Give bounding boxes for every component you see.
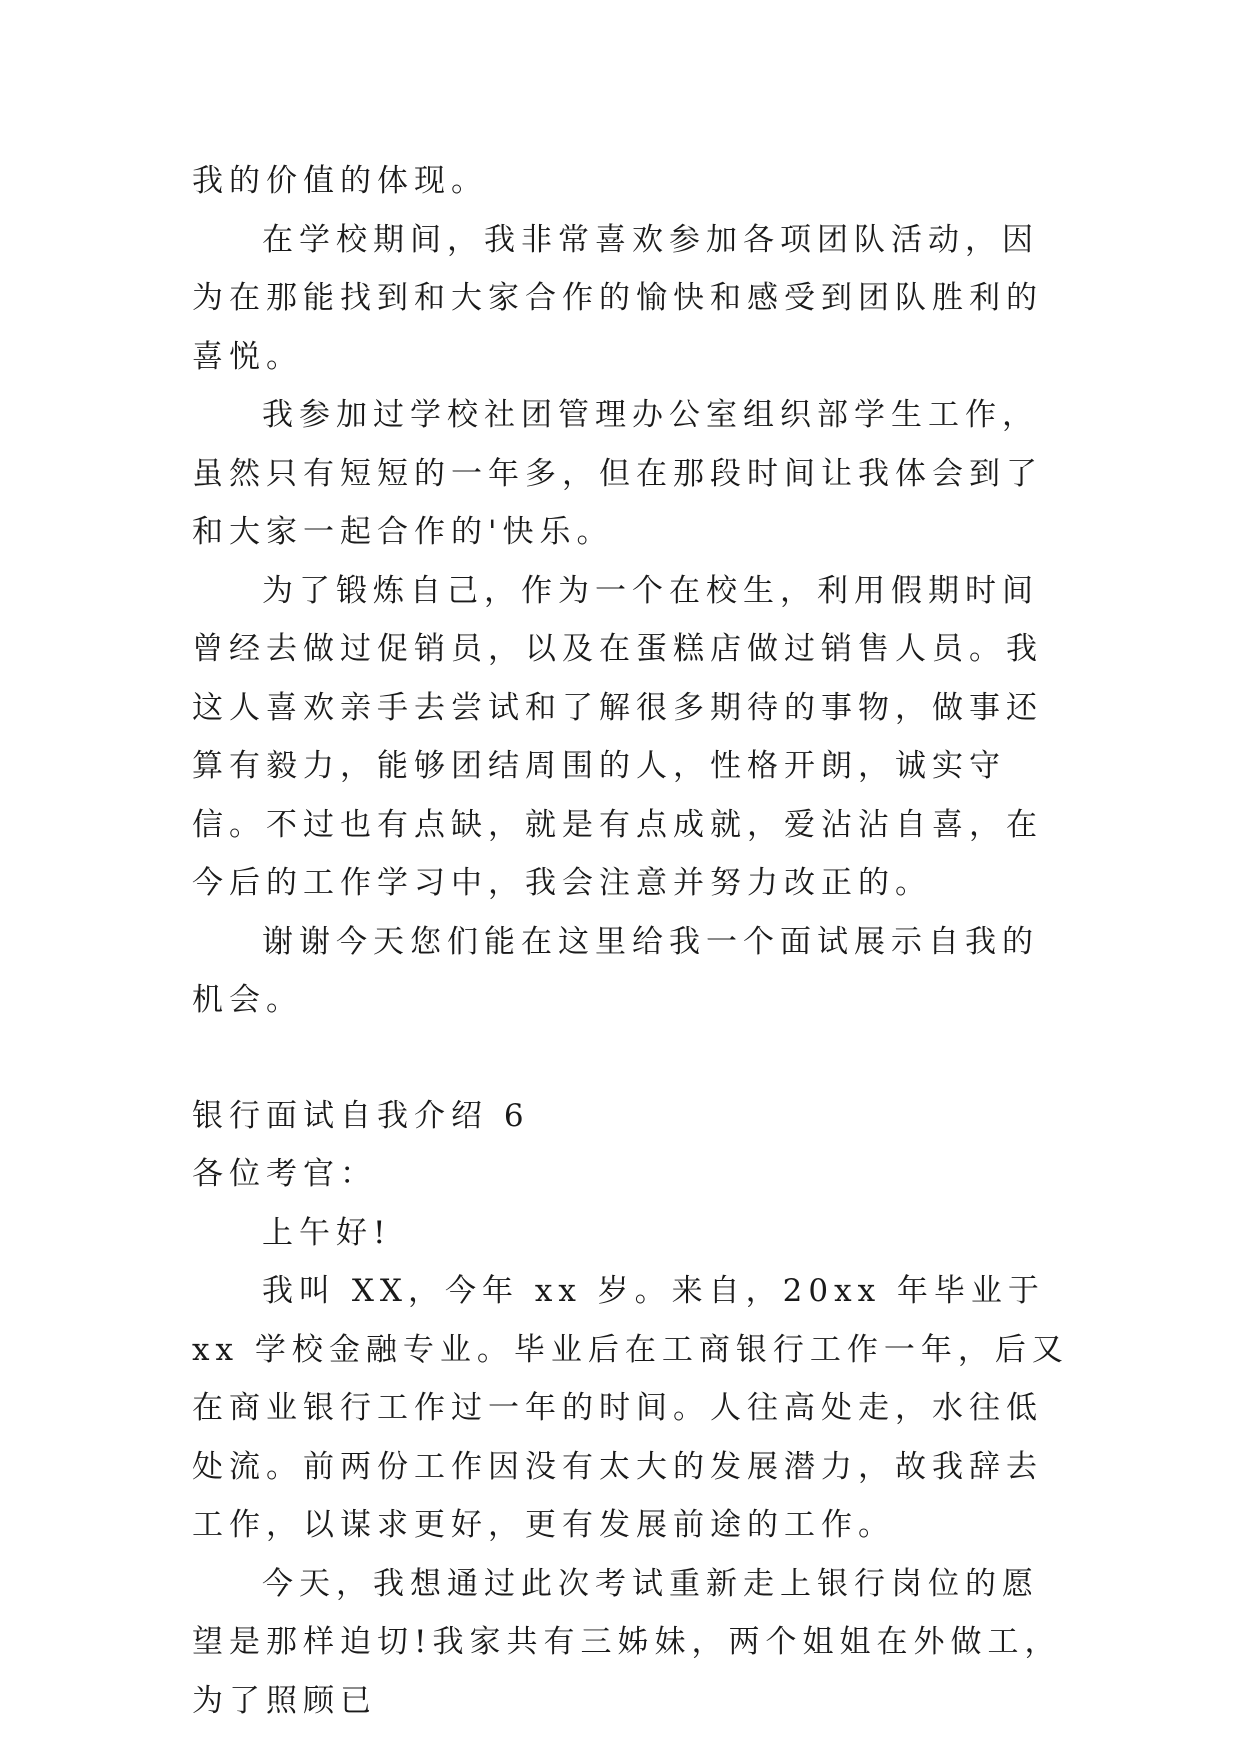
paragraph-5: 谢谢今天您们能在这里给我一个面试展示自我的机会。	[192, 923, 1039, 1018]
intro-paragraph: 我叫 XX，今年 xx 岁。来自，20xx 年毕业于 xx 学校金融专业。毕业后在工商银行工作一年，后又在商业银行工作过一年的时间。人往高处走，水往低处流。前两份工作因没有太大的发展潜力，故我辞去工作，以谋求更好，更有发展前途的工作。	[192, 1273, 1069, 1543]
paragraph-3: 我参加过学校社团管理办公室组织部学生工作，虽然只有短短的一年多，但在那段时间让我体会到了和大家一起合作的'快乐。	[192, 397, 1043, 550]
greeting: 上午好!	[262, 1214, 392, 1251]
document-body	[192, 152, 1072, 1730]
motivation-paragraph: 今天，我想通过此次考试重新走上银行岗位的愿望是那样迫切!我家共有三姊妹，两个姐姐在外做工，为了照顾已	[192, 1565, 1062, 1719]
salutation: 各位考官：	[192, 1156, 377, 1192]
paragraph-4: 为了锻炼自己，作为一个在校生，利用假期时间曾经去做过促销员，以及在蛋糕店做过销售人员。我这人喜欢亲手去尝试和了解很多期待的事物，做事还算有毅力，能够团结周围的人，性格开朗，诚实守信。不过也有点缺，就是有点成就，爱沾沾自喜，在今后的工作学习中，我会注意并努力改正的。	[192, 572, 1043, 901]
paragraph-2: 在学校期间，我非常喜欢参加各项团队活动，因为在那能找到和大家合作的愉快和感受到团队胜利的喜悦。	[192, 221, 1043, 375]
paragraph-1: 我的价值的体现。	[192, 163, 488, 199]
section-title: 银行面试自我介绍 6	[192, 1097, 530, 1134]
